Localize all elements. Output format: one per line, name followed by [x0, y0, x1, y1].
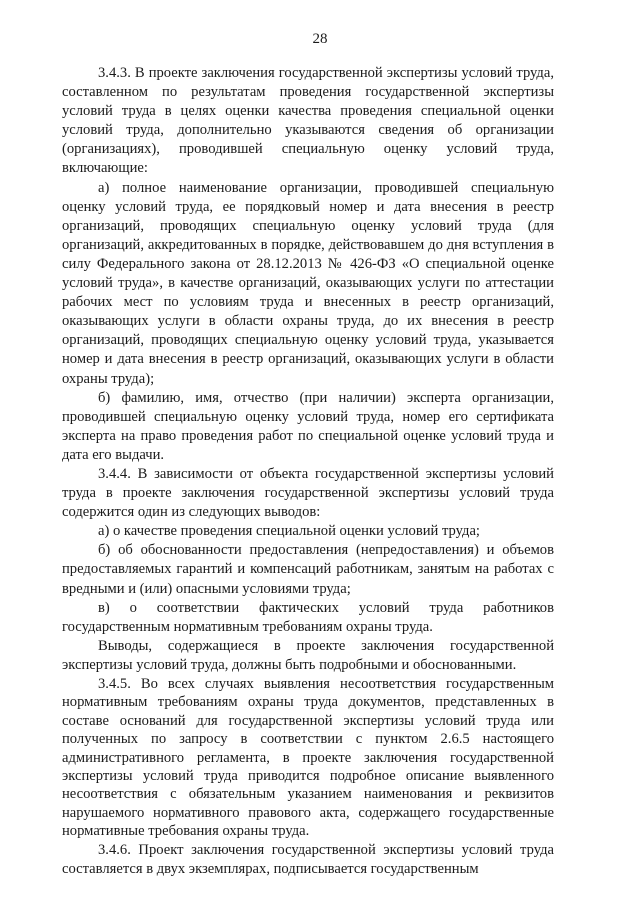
paragraph-item-b: б) фамилию, имя, отчество (при наличии) эксперта организации, проводившей специальную оценку условий труда, номер его сертификата эксперта на право проведения работ по специальной оценке условий труда и дата его выдачи. [62, 389, 554, 463]
conclusion-option-b: б) об обоснованности предоставления (непредоставления) и объемов предоставляемых гарантий и компенсаций работникам, занятым на работах с вредными и (или) опасными условиями труда; [62, 542, 554, 597]
conclusion-option-a: а) о качестве проведения специальной оценки условий труда; [98, 523, 480, 540]
paragraph-3-4-3: 3.4.3. В проекте заключения государственной экспертизы условий труда, составленном по результатам проведения государственной экспертизы условий труда в целях оценки качества проведения специальной оценки условий труда, дополнительно указываются сведения об организации (организациях), проводившей специальную оценку условий труда, включающие: [62, 65, 554, 177]
document-body [62, 64, 554, 879]
paragraph-conclusions: Выводы, содержащиеся в проекте заключения государственной экспертизы условий труда, должны быть подробными и обоснованными. [62, 637, 554, 673]
page-number: 28 [312, 31, 328, 47]
paragraph-3-4-5: 3.4.5. Во всех случаях выявления несоответствия государственным нормативным требованиям охраны труда документов, представленных в составе оснований для государственной экспертизы условий труда или полученных по запросу в соответствии с пунктом 2.6.5 настоящего административного регламента, в проекте заключения государственной экспертизы условий труда приводится подробное описание выявленного несоответствия с обязательным указанием наименования и реквизитов нарушаемого нормативного правового акта, содержащего государственные нормативные требования охраны труда. [62, 676, 554, 840]
conclusion-option-c: в) о соответствии фактических условий труда работников государственным нормативным требованиям охраны труда. [62, 599, 554, 635]
paragraph-3-4-4: 3.4.4. В зависимости от объекта государственной экспертизы условий труда в проекте заключения государственной экспертизы условий труда содержится один из следующих выводов: [62, 465, 554, 521]
paragraph-3-4-6: 3.4.6. Проект заключения государственной экспертизы условий труда составляется в двух экземплярах, подписывается государственным [62, 841, 554, 877]
paragraph-item-a: а) полное наименование организации, проводившей специальную оценку условий труда, ее порядковый номер и дата внесения в реестр организаций, проводящих специальную оценку условий труда (для организаций, аккредитованных в порядке, действовавшем до дня вступления в силу Федерального закона от 28.12.2013 № 426-ФЗ «О специальной оценке условий труда», в качестве организаций, оказывающих услуги по аттестации рабочих мест по условиям труда и внесенных в реестр организаций, оказывающих услуги в области охраны труда, до их внесения в реестр организаций, проводящих специальную оценку условий труда, указывается номер и дата внесения в реестр организаций, оказывающих услуги в области охраны труда); [62, 179, 554, 387]
